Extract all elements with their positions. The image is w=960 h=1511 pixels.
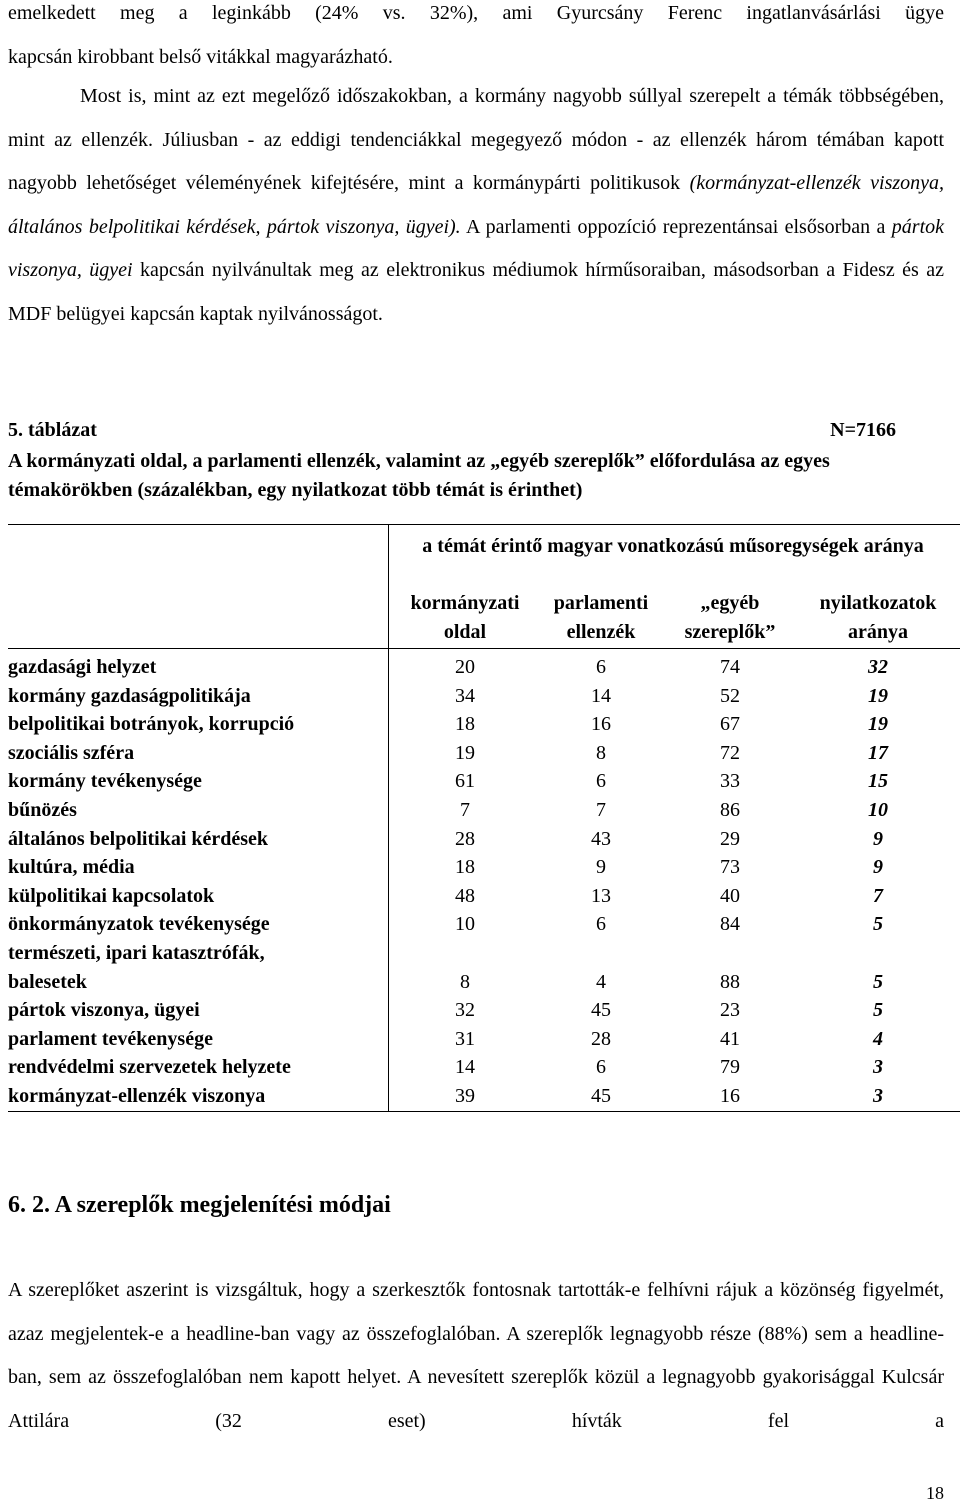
table-cell: 7 xyxy=(460,799,470,821)
table-cell: 40 xyxy=(720,884,740,907)
row-label: gazdasági helyzet xyxy=(8,656,157,678)
table-bottom-rule xyxy=(8,1111,960,1112)
table-cell: 6 xyxy=(596,656,606,678)
row-label: kormányzat-ellenzék viszonya xyxy=(8,1085,266,1107)
table-cell: 74 xyxy=(720,656,740,678)
table-cell: 28 xyxy=(455,827,475,850)
table-cell: 61 xyxy=(455,770,475,793)
table-cell: 3 xyxy=(873,1085,883,1107)
body-text-italic-1: (kormányzat-ellenzék viszonya, általános belpolitikai kérdések, pártok viszonya, ügyei). xyxy=(8,172,945,238)
row-label: szociális szféra xyxy=(8,741,135,764)
table-cell: 39 xyxy=(455,1085,475,1107)
table-cell: 20 xyxy=(455,656,475,678)
table-cell: 13 xyxy=(591,884,611,907)
table-cell: 6 xyxy=(596,913,606,936)
table-cell: 29 xyxy=(720,827,740,850)
section-title: 6. 2. A szereplők megjelenítési módjai xyxy=(8,1192,391,1218)
group-header: a témát érintő magyar vonatkozású műsoregységek aránya xyxy=(422,535,924,557)
row-label: kormány tevékenysége xyxy=(8,770,202,793)
table-cell: 32 xyxy=(868,656,888,678)
intro-line-1: emelkedett meg a leginkább (24% vs. 32%), ami Gyurcsány Ferenc ingatlanvásárlási ügye xyxy=(8,2,944,24)
table-cell: 3 xyxy=(873,1056,883,1079)
body-text-c: A parlamenti oppozíció reprezentánsai elsősorban a xyxy=(460,215,892,238)
table-number: 5. táblázat xyxy=(8,419,97,441)
table-cell: 19 xyxy=(868,713,888,736)
table-n: N=7166 xyxy=(830,419,896,441)
col-header-kormanyzati: kormányzati oldal xyxy=(410,592,520,643)
table-cell: 17 xyxy=(868,741,888,764)
table-cell: 28 xyxy=(591,1027,611,1050)
table-cell: 23 xyxy=(720,999,740,1022)
table-cell: 52 xyxy=(720,684,740,707)
table-caption: A kormányzati oldal, a parlamenti ellenzék, valamint az „egyéb szereplők” előfordulása az egyes témakörökben (százalékban, egy nyilatkozat több témát is érinthet) xyxy=(8,450,830,501)
row-label: külpolitikai kapcsolatok xyxy=(8,884,215,907)
body-text-a: Most is, mint az ezt megelőző időszakokban, a kormány nagyobb súllyal szerepelt a témák többségében, mint az ellenzék. Júliusban - az eddigi tendenciákkal megegyező módon - az ellenzék három témában kapott nagyobb lehetőséget véleményének kifejtésére, mint a kormánypárti politikusok xyxy=(8,85,944,194)
table-cell: 8 xyxy=(460,970,470,993)
table-cell: 9 xyxy=(873,856,883,879)
row-label: önkormányzatok tevékenysége xyxy=(8,913,270,936)
table-cell: 5 xyxy=(873,970,883,993)
table-cell: 19 xyxy=(868,684,888,707)
table-cell: 7 xyxy=(873,884,883,907)
row-label: rendvédelmi szervezetek helyzete xyxy=(8,1056,291,1079)
table-cell: 9 xyxy=(873,827,883,850)
table-cell: 45 xyxy=(591,999,611,1022)
body-text-italic-2: pártok viszonya, ügyei xyxy=(8,215,944,281)
table-cell: 14 xyxy=(455,1056,475,1079)
row-label: parlament tevékenysége xyxy=(8,1027,213,1050)
table-cell: 6 xyxy=(596,1056,606,1079)
table-cell: 18 xyxy=(455,856,475,879)
body-text-e: kapcsán nyilvánultak meg az elektronikus médiumok hírműsoraiban, másodsorban a Fidesz és az MDF belügyei kapcsán kaptak nyilvánosságot. xyxy=(8,259,944,325)
table-cell: 86 xyxy=(720,799,740,821)
body-paragraph-text xyxy=(8,75,944,336)
row-label: kormány gazdaságpolitikája xyxy=(8,684,251,707)
table-column-divider xyxy=(388,524,389,1112)
table-cell: 10 xyxy=(455,913,475,936)
table-cell: 19 xyxy=(455,741,475,764)
table-cell: 5 xyxy=(873,999,883,1022)
table-cell: 15 xyxy=(868,770,888,793)
table-cell: 41 xyxy=(720,1027,740,1050)
table-cell: 45 xyxy=(591,1085,611,1107)
table-cell: 79 xyxy=(720,1056,740,1079)
row-label: belpolitikai botrányok, korrupció xyxy=(8,713,295,736)
table-cell: 6 xyxy=(596,770,606,793)
page-number: 18 xyxy=(926,1483,944,1503)
row-label: természeti, ipari katasztrófák, balesetek xyxy=(8,942,265,993)
table-cell: 32 xyxy=(455,999,475,1022)
table-cell: 9 xyxy=(596,856,606,879)
table-cell: 67 xyxy=(720,713,740,736)
table-cell: 5 xyxy=(873,913,883,936)
col-header-ellenzek: parlamenti ellenzék xyxy=(553,592,649,643)
row-label: bűnözés xyxy=(8,799,77,821)
row-label: kultúra, média xyxy=(8,856,135,879)
table-title-row xyxy=(8,419,896,442)
table-cell: 7 xyxy=(596,799,606,821)
table-cell: 84 xyxy=(720,913,740,936)
table-cell: 33 xyxy=(720,770,740,793)
table-cell: 48 xyxy=(455,884,475,907)
table-cell: 16 xyxy=(591,713,611,736)
table-cell: 16 xyxy=(720,1085,740,1107)
table-cell: 34 xyxy=(455,684,475,707)
table-cell: 18 xyxy=(455,713,475,736)
row-label: általános belpolitikai kérdések xyxy=(8,827,269,850)
table-cell: 10 xyxy=(868,799,888,821)
row-label: pártok viszonya, ügyei xyxy=(8,999,200,1022)
table-cell: 14 xyxy=(591,684,611,707)
body-paragraph xyxy=(8,75,944,336)
table-cell: 43 xyxy=(591,827,611,850)
table-cell: 88 xyxy=(720,970,740,993)
table-cell: 73 xyxy=(720,856,740,879)
table-cell: 31 xyxy=(455,1027,475,1050)
table-cell: 8 xyxy=(596,741,606,764)
table-cell: 4 xyxy=(873,1027,883,1050)
table-cell: 4 xyxy=(596,970,606,993)
col-header-egyeb: „egyéb szereplők” xyxy=(684,592,776,643)
bottom-paragraph-text: A szereplőket aszerint is vizsgáltuk, hogy a szerkesztők fontosnak tartották-e felhívni rájuk a közönség figyelmét, azaz megjelentek-e a headline-ban vagy az összefoglalóban. A szereplők legnagyobb része (88%) sem a headline-ban, sem az összefoglalóban nem kapott helyet. A nevesített szereplők közül a legnagyobb gyakorisággal Kulcsár Attilára (32 eset) hívták fel a xyxy=(8,1279,944,1432)
intro-paragraph xyxy=(8,0,944,79)
table-top-rule xyxy=(8,524,960,525)
col-header-nyilatkozatok: nyilatkozatok aránya xyxy=(819,592,937,643)
bottom-paragraph xyxy=(8,1269,944,1443)
intro-line-2: kapcsán kirobbant belső vitákkal magyarázható. xyxy=(8,45,393,68)
table-cell: 72 xyxy=(720,741,740,764)
table-header-rule xyxy=(8,648,960,649)
